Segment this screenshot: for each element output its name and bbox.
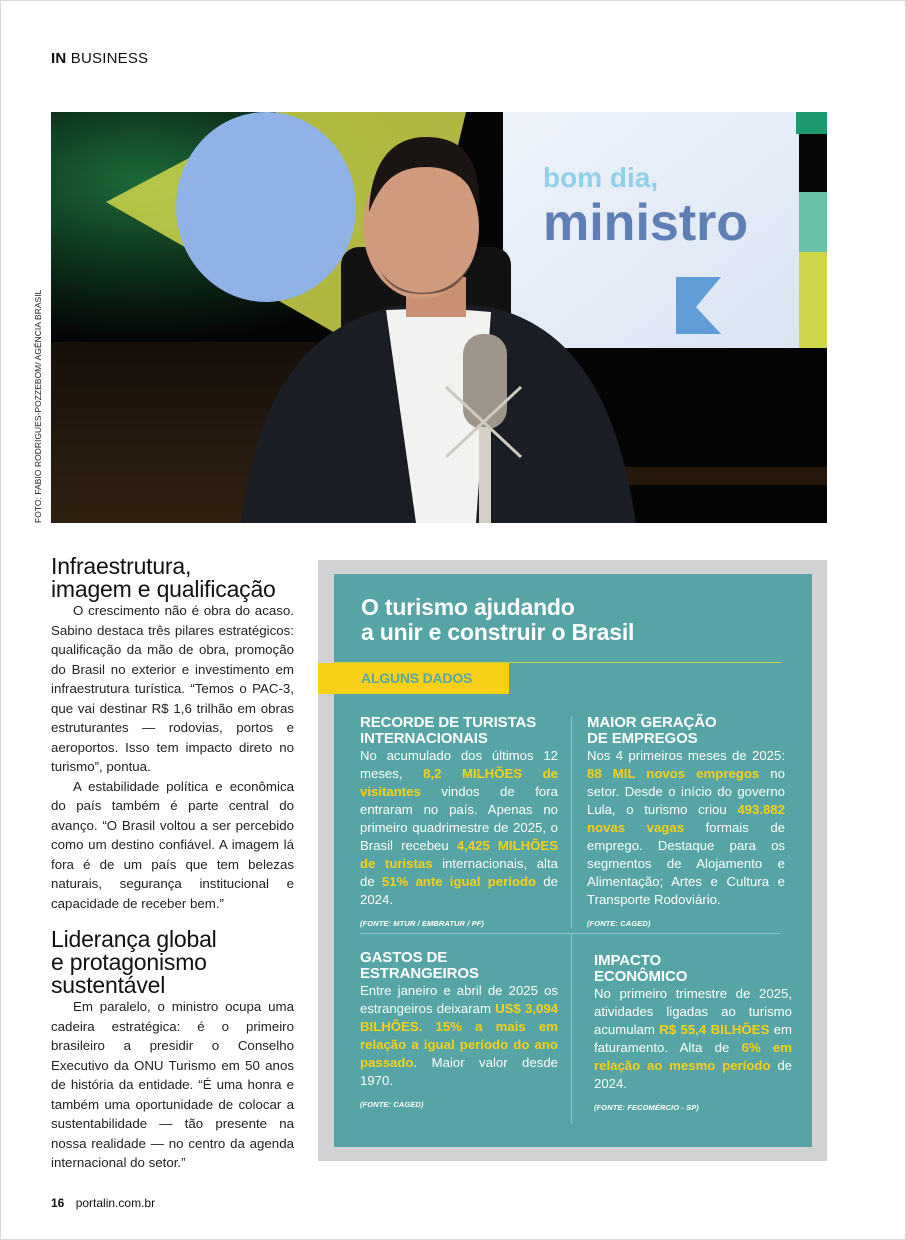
stat-title-line: ECONÔMICO — [594, 968, 688, 985]
highlight-text: US$ 3,094 BILHÕES. 15% a mais em relação a igual período do ano passado — [360, 1001, 558, 1070]
page-footer — [51, 1196, 155, 1210]
flag-globe — [176, 112, 356, 302]
body-text: . Maior valor desde 1970. — [360, 1055, 558, 1088]
highlight-text: 51% ante igual período — [381, 874, 537, 889]
stat-title-line: GASTOS DE — [360, 949, 448, 966]
body-text: No primeiro trimestre de 2025, atividades ligadas ao turismo acumulam — [594, 986, 792, 1037]
website-link[interactable]: portalin.com.br — [75, 1196, 156, 1210]
body-text: no setor. Desde o início do governo Lula, o turismo criou — [587, 766, 785, 817]
magazine-brand: IN — [51, 50, 67, 67]
heading-line: Infraestrutura, — [51, 553, 192, 579]
paragraph: Em paralelo, o ministro ocupa uma cadeira estratégica: é o primeiro brasileiro a presidir o Conselho Executivo da ONU Turismo em 50 anos de história da entidade. “É uma honra e também uma oportunidade de colocar a sustentabilidade — tão presente na nossa realidade — no centro da agenda internacional do setor.” — [51, 999, 294, 1170]
section-header — [51, 50, 148, 67]
tag-label: ALGUNS DADOS — [361, 670, 473, 686]
stat-title — [594, 953, 792, 985]
stat-title — [360, 715, 558, 747]
body-text: de 2024. — [360, 874, 558, 907]
stat-body — [594, 985, 792, 1093]
screen-text-1: bom dia, — [543, 162, 659, 193]
highlight-text: 4,425 MILHÕES de turistas — [360, 838, 558, 871]
article-section-lideranca — [51, 928, 294, 1173]
stat-title-line: IMPACTO — [594, 952, 662, 969]
stat-title — [360, 950, 558, 982]
stat-title-line: ESTRANGEIROS — [360, 965, 479, 982]
stat-body — [360, 982, 558, 1090]
body-text: Nos 4 primeiros meses de 2025: — [587, 748, 785, 763]
stat-title — [587, 715, 785, 747]
photo-credit: FOTO: FABIO RODRIGUES-POZZEBOM/ AGÊNCIA BRASIL — [33, 289, 43, 523]
article-section-infraestrutura — [51, 555, 294, 913]
stat-source: (FONTE: CAGED) — [587, 919, 651, 928]
body-text: No acumulado dos últimos 12 meses, — [360, 748, 558, 781]
body-text: Entre janeiro e abril de 2025 os estrangeiros deixaram — [360, 983, 558, 1016]
body-text: internacionais, alta de — [360, 856, 558, 889]
body-text: em faturamento. Alta de — [594, 1022, 793, 1055]
heading-line: e protagonismo — [51, 949, 207, 975]
highlight-text: 8,2 MILHÕES de visitantes — [360, 766, 558, 799]
screen-text-2: ministro — [543, 194, 749, 252]
photo-illustration — [51, 112, 827, 523]
microphone — [463, 334, 507, 429]
stat-source: (FONTE: CAGED) — [360, 1100, 424, 1109]
section-heading — [51, 928, 294, 997]
stat-body — [360, 747, 558, 909]
column-divider — [571, 716, 572, 928]
section-name: BUSINESS — [70, 50, 149, 67]
infobox-title-line: a unir e construir o Brasil — [361, 619, 635, 645]
highlight-text: 6% em relação ao mesmo período — [594, 1040, 792, 1073]
stat-source: (FONTE: MTUR / EMBRATUR / PF) — [360, 919, 484, 928]
stat-card — [360, 715, 558, 928]
infobox-title — [361, 595, 634, 645]
heading-line: sustentável — [51, 972, 166, 998]
stat-body — [587, 747, 785, 909]
paragraph: A estabilidade política e econômica do país também é parte central do avanço. “O Brasil voltou a ser percebido como um destino confiável. A imagem lá fora é de um país que tem belezas naturais, segurança institucional e capacidade de receber bem.” — [51, 778, 294, 911]
stat-title-line: MAIOR GERAÇÃO — [587, 714, 717, 731]
body-text: vindos de fora entraram no país. Apenas no primeiro quadrimestre de 2025, o Brasil recebeu — [360, 784, 558, 853]
section-heading — [51, 555, 294, 601]
hero-photo — [51, 112, 827, 523]
body-text: de 2024. — [594, 1058, 792, 1091]
infobox-title-line: O turismo ajudando — [361, 594, 575, 620]
heading-line: Liderança global — [51, 926, 217, 952]
row-divider — [360, 933, 780, 934]
stat-source: (FONTE: FECOMÉRCIO - SP) — [594, 1103, 699, 1112]
heading-line: imagem e qualificação — [51, 576, 276, 602]
highlight-text: 493.882 novas vagas — [587, 802, 785, 835]
stat-card — [360, 950, 558, 1109]
stat-title-line: DE EMPREGOS — [587, 730, 698, 747]
highlight-text: 88 MIL novos empregos — [587, 766, 760, 781]
stat-title-line: INTERNACIONAIS — [360, 730, 488, 747]
highlight-text: R$ 55,4 BILHÕES — [659, 1022, 770, 1037]
stat-title-line: RECORDE DE TURISTAS — [360, 714, 537, 731]
paragraph: O crescimento não é obra do acaso. Sabino destaca três pilares estratégicos: qualificação da mão de obra, promoção do Brasil no exterior e investimento em infraestrutura turística. “Temos o PAC-3, que vai destinar R$ 1,6 trilhão em obras estruturantes — rodovias, portos e aeroportos. Isso tem impacto direto no turismo”, pontua. — [51, 603, 294, 774]
stat-card — [587, 715, 785, 928]
stat-card — [594, 953, 792, 1112]
page-number: 16 — [51, 1196, 65, 1210]
body-text: formais de emprego. Destaque para os segmentos de Alojamento e Alimentação; Artes e Cultura e Transporte Rodoviário. — [587, 820, 786, 907]
column-divider — [571, 934, 572, 1124]
